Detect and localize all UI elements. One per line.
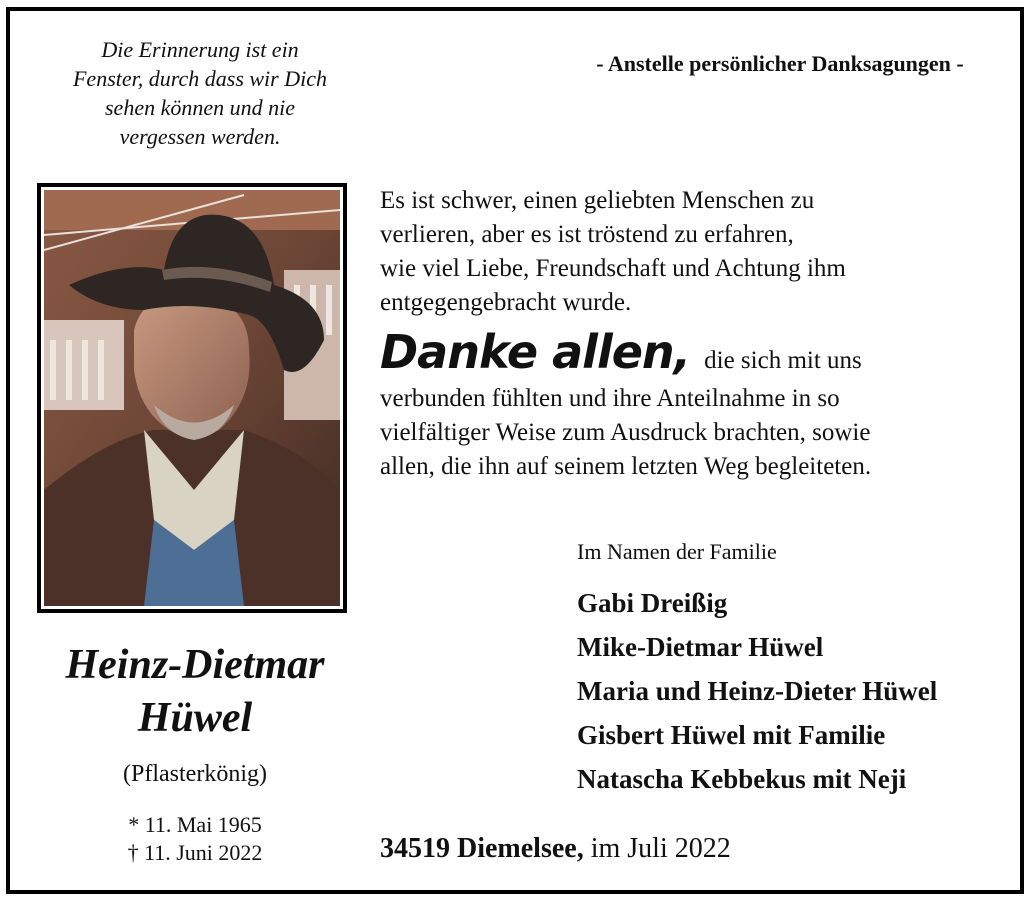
motto-line: Fenster, durch dass wir Dich bbox=[72, 66, 327, 91]
message-line: verlieren, aber es ist tröstend zu erfahren, bbox=[380, 221, 794, 248]
danke-row bbox=[380, 324, 1020, 380]
family-member: Maria und Heinz-Dieter Hüwel bbox=[577, 676, 938, 706]
life-dates bbox=[30, 811, 360, 867]
place: 34519 Diemelsee, bbox=[380, 833, 584, 864]
message-line: wie viel Liebe, Freundschaft und Achtung ihm bbox=[380, 255, 846, 282]
death-date: † 11. Juni 2022 bbox=[127, 840, 263, 865]
danke-headline: Danke allen, bbox=[380, 325, 691, 379]
family-members bbox=[577, 581, 1017, 801]
place-and-date bbox=[380, 833, 731, 865]
thank-you-message bbox=[380, 184, 1020, 484]
header-title: - Anstelle persönlicher Danksagungen - bbox=[596, 51, 964, 76]
deceased-nickname: (Pflasterkönig) bbox=[123, 761, 267, 787]
family-member: Natascha Kebbekus mit Neji bbox=[577, 764, 907, 794]
portrait-frame bbox=[37, 183, 347, 613]
obituary-card bbox=[6, 7, 1024, 894]
motto-line: sehen können und nie bbox=[105, 95, 295, 120]
message-line: verbunden fühlten und ihre Anteilnahme in so bbox=[380, 385, 840, 412]
family-member: Mike-Dietmar Hüwel bbox=[577, 632, 824, 662]
portrait-photo bbox=[44, 190, 340, 606]
name-line: Hüwel bbox=[137, 695, 253, 741]
family-label: Im Namen der Familie bbox=[577, 539, 777, 564]
message-line: Es ist schwer, einen geliebten Menschen zu bbox=[380, 187, 815, 214]
date: im Juli 2022 bbox=[590, 833, 731, 864]
message-line: vielfältiger Weise zum Ausdruck brachten, sowie bbox=[380, 419, 871, 446]
deceased-name bbox=[30, 639, 360, 745]
birth-date: * 11. Mai 1965 bbox=[128, 812, 262, 837]
message-line: entgegengebracht wurde. bbox=[380, 289, 632, 316]
name-line: Heinz-Dietmar bbox=[65, 642, 325, 688]
family-member: Gisbert Hüwel mit Familie bbox=[577, 720, 886, 750]
family-member: Gabi Dreißig bbox=[577, 588, 728, 618]
danke-tail: die sich mit uns bbox=[704, 347, 862, 374]
motto-line: Die Erinnerung ist ein bbox=[101, 37, 299, 62]
motto-quote bbox=[40, 35, 360, 151]
message-line: allen, die ihn auf seinem letzten Weg begleiteten. bbox=[380, 453, 872, 480]
motto-line: vergessen werden. bbox=[119, 124, 281, 149]
